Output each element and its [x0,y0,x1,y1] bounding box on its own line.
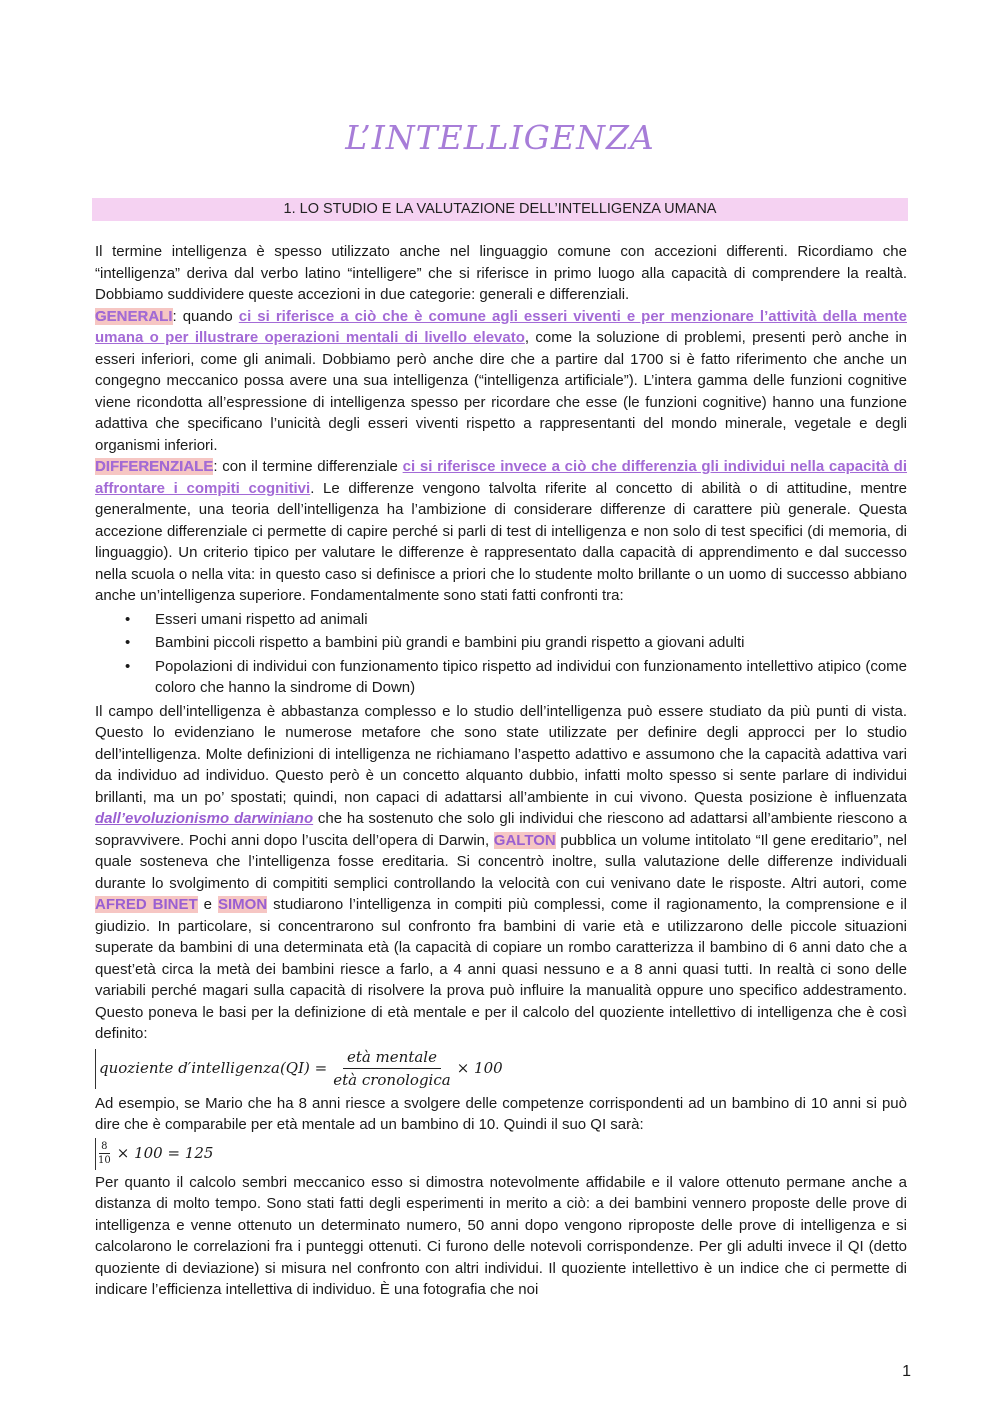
differenziale-highlight: ci si riferisce invece a ciò che differenzia gli individui nella capacità di affrontare i compiti cognitivi [95,458,907,497]
intro-paragraph: Il termine intelligenza è spesso utilizzato anche nel linguaggio comune con accezioni differenti. Ricordiamo che “intelligenza” deriva dal verbo latino “intelligere” che si riferisce in primo luogo alla capacità di comprendere la realtà. Dobbiamo suddividere queste accezioni in due categorie: generali e differenziali. [95,243,907,303]
document-body [95,241,907,1301]
differenziale-lead: : con il termine differenziale [213,458,403,475]
generali-paragraph [95,306,907,457]
differenziale-rest: . Le differenze vengono talvolta riferite al concetto di abilità o di attitudine, mentre generalmente, una teoria dell’intelligenza ha l’ambizione di considerare differenze di carattere più generale. Questa accezione differenziale ci permette di capire perché si parli di test di intelligenza e non solo di test specifici (di memoria, di linguaggio). Un criterio tipico per valutare le differenze è rappresentato dalla capacità di apprendimento e dal successo nella scuola o nella vita: in questo caso si definisce a priori che lo studente molto brillante o un uomo di successo abbiano anche un’intelligenza superiore. Fondamentalmente sono stati fatti confronti tra: [95,479,908,604]
list-item: • Bambini piccoli rispetto a bambini più grandi e bambini piu grandi rispetto a giovani adulti [95,632,907,654]
campo-text-2: che ha sostenuto che solo gli individui che riescono ad adattarsi all’ambiente riescono a sopravvivere. Pochi anni dopo l’uscita dell’opera di Darwin, [95,810,907,849]
formula-bar [95,1049,96,1089]
galton-highlight: GALTON [493,831,556,849]
generali-label: GENERALI [95,307,173,325]
campo-text-1: Il campo dell’intelligenza è abbastanza complesso e lo studio dell’intelligenza può essere studiato da più punti di vista. Questo lo evidenziano le numerose metafore che sono state utilizzate per definire degli approcci per lo studio dell’intelligenza. Molte definizioni di intelligenza ne richiamano l’aspetto adattivo e assumono che la capacità adattiva vari da individuo ad individuo. Questo però è un concetto alquanto dubbio, infatti molto spesso si sente parlare di individui brillanti, ma un po’ spostati; quindi, non capaci di adattarsi all’ambiente in cui vivono. Questa posizione è influenzata [95,702,907,806]
iq-formula [95,1047,907,1091]
generali-rest: , come la soluzione di problemi, presenti però anche in esseri inferiori, come gli animali. Dobbiamo però anche dire che a partire dal 1700 si è fatto riferimento che anche un congegno meccanico possa avere una sua intelligenza (“intelligenza artificiale”). L’intera gamma delle funzioni cognitive viene ricondotta all’espressione di intelligenza spesso per ricordare che esse (le funzioni cognitive) hanno una funzione adattiva che specificano l’unicità degli esseri viventi rispetto a rappresentanti del mondo minerale, vegetale e degli organismi inferiori. [95,329,907,454]
comparison-list [95,609,907,699]
campo-text-3: pubblica un volume intitolato “Il gene ereditario”, nel quale sosteneva che l’intelligenza fosse ereditaria. Si concentrò inoltre, sulla valutazione delle differenze individuali durante lo svolgimento di compititi semplici controllando la velocità con cui venivano date le risposte. Altri autori, come [95,831,907,892]
formula-multiplier: × 100 [456,1058,503,1077]
formula-lhs: quoziente d′intelligenza(QI) = [99,1058,328,1077]
campo-paragraph [95,701,907,1045]
generali-lead: : quando [172,307,239,325]
campo-and: e [197,896,218,913]
example-result: × 100 = 125 [116,1143,214,1162]
example-paragraph: Ad esempio, se Mario che ha 8 anni riesce a svolgere delle competenze corrispondenti ad un bambino di 10 anni si può dire che è comparabile per età mentale ad un bambino di 10. Quindi il suo QI sarà: [95,1094,907,1133]
formula-denominator: età cronologica [333,1071,451,1089]
page-title: L’INTELLIGENZA [345,118,655,157]
section-number: 1. [283,201,296,217]
page-number: 1 [902,1363,911,1380]
generali-highlight: ci si riferisce a ciò che è comune agli esseri viventi e per menzionare l’attività della mente umana o per illustrare operazioni mentali di livello elevato [95,307,907,346]
section-heading [92,198,908,221]
differenziale-paragraph [95,456,907,607]
campo-text-4: studiarono l’intelligenza in compiti più complessi, come il ragionamento, la comprensione e il giudizio. In particolare, si concentrarono sul confronto fra bambini di varie età e utilizzarono delle piccole situazioni superate da bambini di una determinata età (la capacità di copiare un rombo caratterizza il bambino di 6 anni dato che a quest’età circa la metà dei bambini riesce a farlo, a 4 anni quasi nessuno e a 8 anni quasi tutti. In realtà ci sono delle variabili perché magari sulla capacità di risolvere la prova può influire la manualità oppure uno specifico addestramento. Questo poneva le basi per la definizione di età mentale e per il calcolo del quoziente intellettivo di intelligenza che è così definito: [95,896,907,1042]
example-numerator: 8 [101,1141,108,1152]
iq-example-formula [95,1138,907,1170]
simon-highlight: SIMON [217,896,268,913]
differenziale-label: DIFFERENZIALE [95,458,214,475]
section-title: LO STUDIO E LA VALUTAZIONE DELL’INTELLIGENZA UMANA [299,201,717,217]
example-fraction [98,1140,111,1167]
formula-bar [95,1138,96,1170]
list-item: • Popolazioni di individui con funzionamento tipico rispetto ad individui con funzionamento intellettivo atipico (come coloro che hanno la sindrome di Down) [95,656,907,699]
example-denominator: 10 [98,1155,111,1166]
formula-numerator: età mentale [343,1048,441,1069]
formula-fraction [333,1048,450,1089]
closing-paragraph: Per quanto il calcolo sembri meccanico esso si dimostra notevolmente affidabile e il valore ottenuto permane anche a distanza di molto tempo. Sono stati fatti degli esperimenti in merito a ciò: a dei bambini vennero proposte delle prove di intelligenza e venne ottenuto un determinato numero, 50 anni dopo vengono riproposte delle prove di intelligenza e si calcolarono le correlazioni fra i punteggi ottenuti. Ci furono delle notevoli corrispondenze. Per gli adulti invece il QI (detto quoziente di deviazione) si misura nel confronto con altri individui. Il quoziente intellettivo è un indice che ci permette di indicare l’efficienza intellettiva di individuo. È una fotografia che noi [95,1173,907,1298]
darwin-highlight: dall’evoluzionismo darwiniano [95,810,314,827]
list-item: • Esseri umani rispetto ad animali [95,609,907,631]
binet-highlight: AFRED BINET [95,896,198,913]
